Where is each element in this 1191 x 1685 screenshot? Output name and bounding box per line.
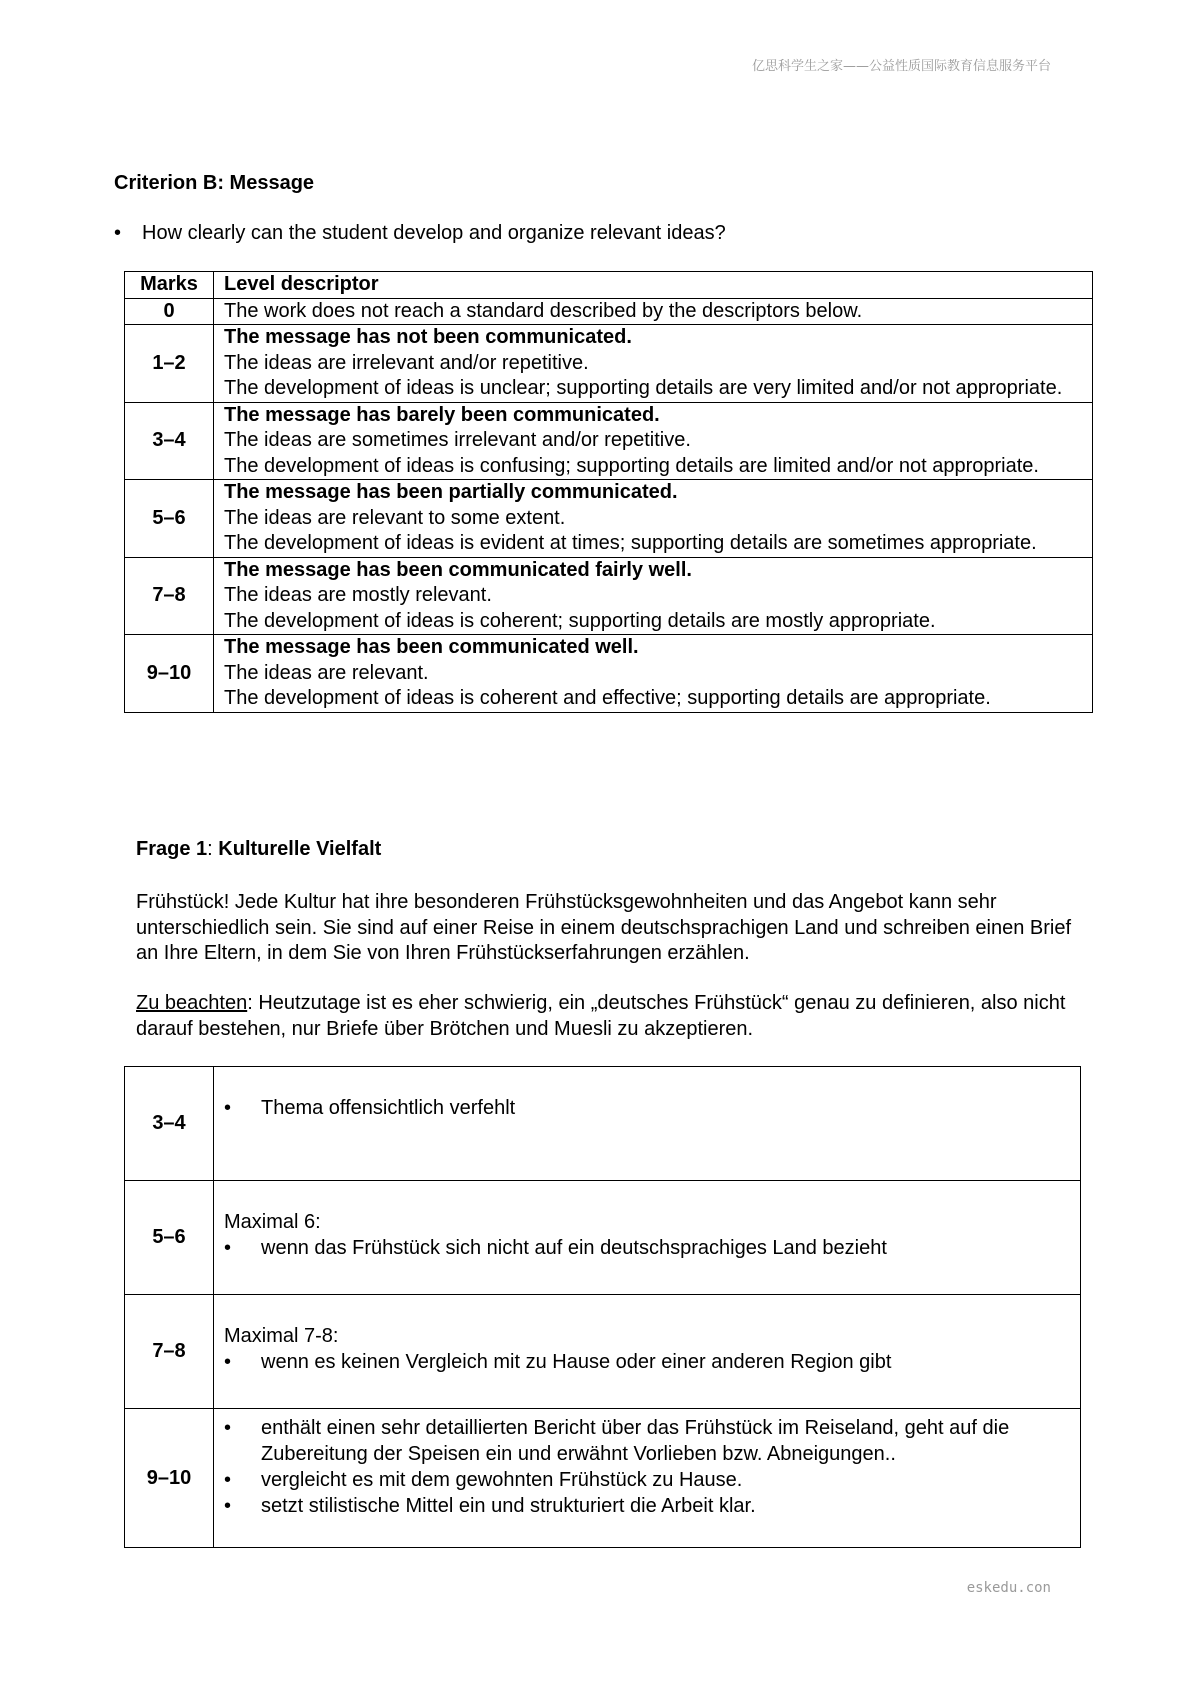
header-watermark-text: 亿思科学生之家——公益性质国际教育信息服务平台 <box>751 59 1051 74</box>
descriptor-line: The ideas are sometimes irrelevant and/or repetitive. <box>224 429 691 451</box>
question-label: Frage 1 <box>136 838 208 860</box>
descriptor-title: The message has barely been communicated. <box>224 403 660 426</box>
table-row <box>125 1067 1081 1181</box>
descriptor-line: The ideas are mostly relevant. <box>224 584 492 606</box>
table-row <box>125 480 1093 558</box>
table-row <box>125 1181 1081 1295</box>
footer-watermark-text: eskedu.con <box>966 1580 1051 1596</box>
table-row <box>125 1409 1081 1548</box>
descriptor-title: The message has not been communicated. <box>224 326 632 348</box>
list-item: • setzt stilistische Mittel ein und strukturiert die Arbeit klar. <box>224 1493 1070 1519</box>
criteria-cell <box>214 1295 1081 1409</box>
descriptor-line: The ideas are irrelevant and/or repetitive. <box>224 351 589 374</box>
descriptor-line: The ideas are relevant. <box>224 661 429 684</box>
descriptor-cell <box>214 635 1093 713</box>
marks-cell: 3–4 <box>125 1067 214 1181</box>
list-item: • wenn es keinen Vergleich mit zu Hause oder einer anderen Region gibt <box>224 1349 1070 1375</box>
criteria-cell <box>214 1067 1081 1181</box>
descriptor-line: The development of ideas is confusing; supporting details are limited and/or not appropriate. <box>224 454 1039 477</box>
bullet-icon: • <box>114 222 122 244</box>
question-text: Frühstück! Jede Kultur hat ihre besonderen Frühstücksgewohnheiten und das Angebot kann sehr unterschiedlich sein. Sie sind auf einer Reise in einem deutschsprachigen Land und schreiben einen Brief an Ihre Eltern, in dem Sie von Ihren Frühstückserfahrungen erzählen. <box>136 891 1072 964</box>
marks-cell: 7–8 <box>125 1295 214 1409</box>
descriptor-title: The message has been partially communicated. <box>224 481 678 503</box>
list-item: • wenn das Frühstück sich nicht auf ein deutschsprachiges Land bezieht <box>224 1235 1070 1261</box>
list-item: • Thema offensichtlich verfehlt <box>224 1095 1070 1121</box>
descriptor-title: The message has been communicated fairly well. <box>224 558 692 581</box>
criteria-list <box>224 1349 1070 1375</box>
marks-cell: 1–2 <box>125 325 214 403</box>
criteria-list <box>224 1095 1070 1121</box>
question-heading <box>136 838 381 861</box>
marks-cell: 9–10 <box>125 635 214 713</box>
descriptor-line: The work does not reach a standard described by the descriptors below. <box>224 299 863 322</box>
marking-note-text: : Heutzutage ist es eher schwierig, ein „deutsches Frühstück“ genau zu definieren, also nicht darauf bestehen, nur Briefe über Brötchen und Muesli zu akzeptieren. <box>136 992 1066 1040</box>
descriptor-line: The development of ideas is unclear; supporting details are very limited and/or not appropriate. <box>224 377 1063 399</box>
descriptor-cell <box>214 557 1093 635</box>
descriptor-line: The development of ideas is evident at times; supporting details are sometimes appropriate. <box>224 532 1037 554</box>
marks-cell: 5–6 <box>125 1181 214 1295</box>
marking-note <box>136 991 1096 1042</box>
table-row <box>125 402 1093 480</box>
descriptor-cell <box>214 480 1093 558</box>
table-row <box>125 557 1093 635</box>
descriptor-line: The development of ideas is coherent; supporting details are mostly appropriate. <box>224 609 936 632</box>
table-row <box>125 1295 1081 1409</box>
descriptor-cell <box>214 298 1093 325</box>
criterion-question <box>114 222 726 245</box>
descriptor-line: The development of ideas is coherent and effective; supporting details are appropriate. <box>224 687 991 709</box>
list-item: • enthält einen sehr detaillierten Bericht über das Frühstück im Reiseland, geht auf die Zubereitung der Speisen ein und erwähnt Vorlieben bzw. Abneigungen.. <box>224 1415 1070 1467</box>
criteria-list <box>224 1235 1070 1261</box>
max-label: Maximal 6: <box>224 1211 321 1233</box>
marking-note-label: Zu beachten <box>136 992 248 1014</box>
criterion-title: Criterion B: Message <box>114 172 315 194</box>
level-descriptor-table <box>124 271 1093 713</box>
question-topic: Kulturelle Vielfalt <box>218 838 382 860</box>
table-row <box>125 325 1093 403</box>
list-item: • vergleicht es mit dem gewohnten Frühstück zu Hause. <box>224 1467 1070 1493</box>
descriptor-line: The ideas are relevant to some extent. <box>224 506 566 529</box>
marks-cell: 0 <box>125 298 214 325</box>
table-header-row <box>125 272 1093 299</box>
marks-cell: 9–10 <box>125 1409 214 1548</box>
descriptor-cell <box>214 402 1093 480</box>
marking-criteria-table <box>124 1066 1081 1548</box>
marks-cell: 3–4 <box>125 402 214 480</box>
table-row <box>125 298 1093 325</box>
table-row <box>125 635 1093 713</box>
descriptor-cell <box>214 325 1093 403</box>
marks-cell: 5–6 <box>125 480 214 558</box>
max-label: Maximal 7-8: <box>224 1325 339 1347</box>
criterion-question-text: How clearly can the student develop and organize relevant ideas? <box>142 222 726 244</box>
descriptor-title: The message has been communicated well. <box>224 636 639 658</box>
marks-cell: 7–8 <box>125 557 214 635</box>
question-separator: : <box>207 838 219 860</box>
criteria-cell <box>214 1181 1081 1295</box>
descriptor-column-header: Level descriptor <box>214 272 1093 299</box>
marks-column-header: Marks <box>125 272 214 299</box>
criteria-cell <box>214 1409 1081 1548</box>
criteria-list <box>224 1415 1070 1519</box>
